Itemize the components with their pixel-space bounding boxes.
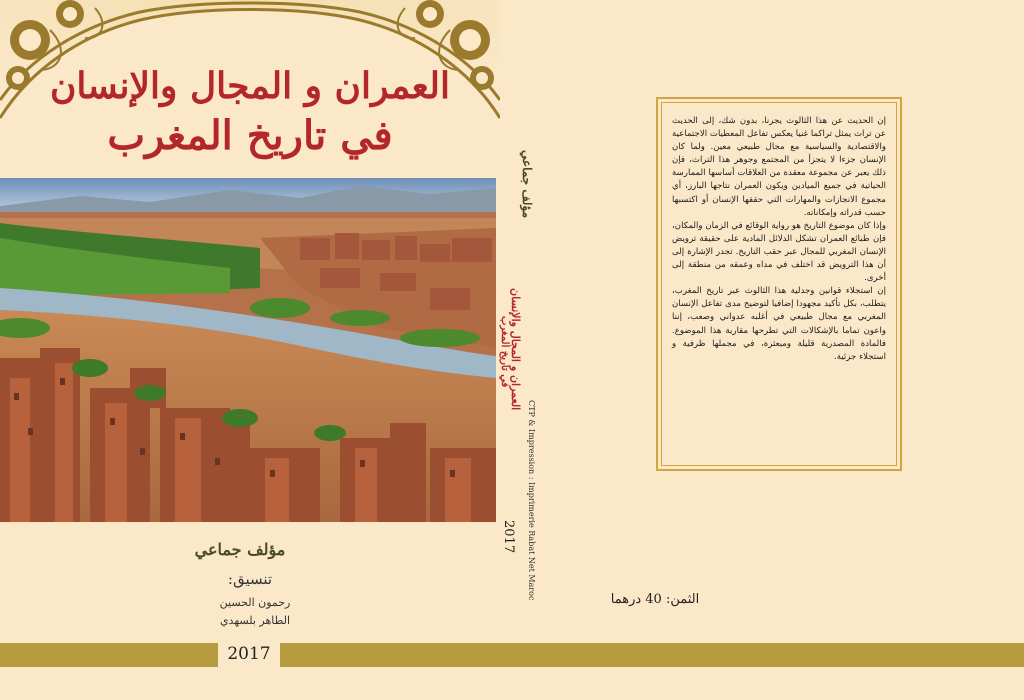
price-label: الثمن: 40 درهما	[610, 592, 700, 607]
spine-printer: CTP & Impression : Imprimerie Rabat Net Maroc	[527, 400, 536, 601]
spine-author: مؤلف جماعي	[520, 150, 534, 219]
book-spine	[496, 0, 542, 642]
front-author: مؤلف جماعي	[194, 540, 286, 559]
title-line-2: في تاريخ المغرب	[107, 112, 393, 159]
arabesque-ornament-icon	[0, 0, 1, 1]
spine-year: 2017	[501, 520, 516, 554]
coordinator-name: رحمون الحسين	[219, 596, 291, 609]
coordinator-name: الطاهر بلسهدي	[219, 614, 291, 627]
spine-title-line-2: في تاريخ المغرب	[499, 316, 510, 388]
back-cover-blurb	[672, 115, 886, 364]
spine-title-line-1: العمران و المجال والإنسان	[509, 288, 522, 411]
bottom-gold-band	[0, 643, 1024, 667]
blurb-paragraph: إن الحديث عن هذا الثالوث يجرنا، بدون شك، إلى الحديث عن تراث يمثل تراكما غنيا يعكس تفاعل المعطيات الاجتماعية والاقتصادية والسياسية مع مجال طبيعي معين. ولما كان الإنسان جزءا لا يتجزأ من المجتمع وجوهر هذا التراث، فإن ذلك يعبر عن مجموعة معقدة من العلاقات أساسها الممارسة الحياتية في جميع الميادين ويكون العمران نتاجها البارز، أي مجموع الانجازات والمهارات التي حققها الإنسان أو اكتسبها حسب قدراته وإمكاناته.	[672, 116, 886, 218]
cover-year: 2017	[218, 640, 280, 668]
blurb-paragraph: وإذا كان موضوع التاريخ هو رواية الوقائع في الزمان والمكان، فإن طبائع العمران تشكل الدلائل المادية على حقيقة ترويض الإنسان المغربي للمجال عبر حقب التاريخ. تجدر الإشارة إلى أن هذا الترويض قد اختلف في مداه وعمقه من منطقة إلى أخرى.	[672, 220, 886, 284]
front-title	[0, 62, 500, 162]
cover-photo-kasbah	[0, 178, 496, 522]
blurb-paragraph: إن استجلاء قوانين وجدلية هذا الثالوث عبر تاريخ المغرب، يتطلب، بكل تأكيد مجهودا إضافيا لتوضيح مدى تفاعل الإنسان المغربي مع مجال طبيعي في أغلبه عدواني وصعب، إننا واعون تماما بالإشكالات التي تطرحها مقاربة هذا الموضوع. فالمادة المصدرية قليلة ومبعثرة، في مجملها ظرفية و استجلاء جزئية.	[672, 286, 886, 362]
coordination-label: تنسيق:	[227, 570, 273, 588]
back-cover-text-frame	[656, 97, 902, 471]
title-line-1: العمران و المجال والإنسان	[49, 65, 451, 107]
